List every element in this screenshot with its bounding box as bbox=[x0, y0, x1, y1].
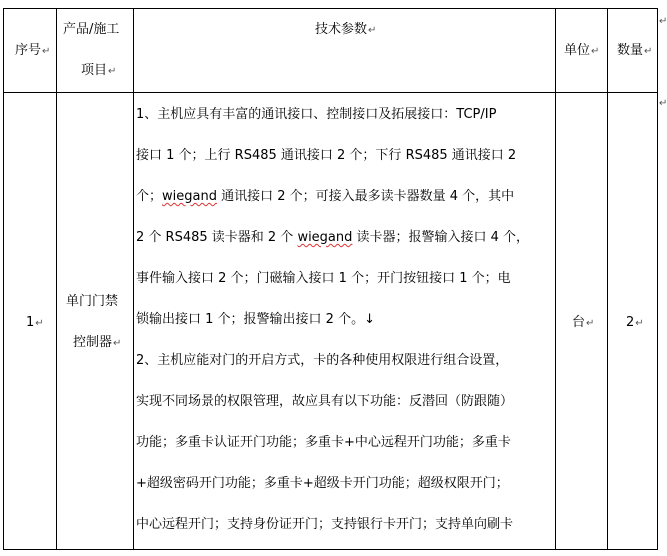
spec-line: 2 个 RS485 读卡器和 2 个 wiegand 读卡器；报警输入接口 4 个， bbox=[136, 230, 530, 245]
table-bottom-border bbox=[3, 549, 658, 550]
header-spec: 技术参数↵ bbox=[315, 22, 377, 37]
spec-line: 2、主机应能对门的开启方式，卡的各种使用权限进行组合设置， bbox=[136, 353, 509, 368]
spec-line: 事件输入接口 2 个；门磁输入接口 1 个；开门按钮接口 1 个；电 bbox=[136, 271, 511, 286]
spec-line: 接口 1 个；上行 RS485 通讯接口 2 个；下行 RS485 通讯接口 2 bbox=[136, 148, 517, 163]
header-product-line1: 产品/施工 bbox=[63, 22, 120, 37]
header-unit: 单位↵ bbox=[564, 43, 600, 58]
row-index: 1↵ bbox=[26, 315, 44, 330]
header-product-line2: 项目↵ bbox=[81, 63, 117, 78]
spec-line: 锁输出接口 1 个；报警输出接口 2 个。↓ bbox=[136, 312, 375, 327]
spec-line: 实现不同场景的权限管理，故应具有以下功能：反潜回（防跟随） bbox=[136, 394, 514, 409]
spec-line: +超级密码开门功能；多重卡+超级卡开门功能；超级权限开门； bbox=[136, 476, 509, 491]
row-end-mark: ↵ bbox=[659, 98, 667, 109]
spec-line: 功能；多重卡认证开门功能；多重卡+中心远程开门功能；多重卡 bbox=[136, 435, 511, 450]
spec-line: 1、主机应具有丰富的通讯接口、控制接口及拓展接口：TCP/IP bbox=[136, 107, 497, 122]
row-unit: 台↵ bbox=[572, 315, 595, 330]
col-divider-4 bbox=[607, 8, 608, 550]
row-product-line2: 控制器↵ bbox=[73, 335, 122, 350]
row-end-mark: ↵ bbox=[659, 16, 667, 27]
header-index: 序号↵ bbox=[15, 43, 51, 58]
row-qty: 2↵ bbox=[626, 315, 644, 330]
header-qty: 数量↵ bbox=[617, 43, 653, 58]
col-divider-3 bbox=[555, 8, 556, 550]
row-product-line1: 单门门禁 bbox=[66, 294, 119, 309]
spec-line: 个；wiegand 通讯接口 2 个；可接入最多读卡器数量 4 个，其中 bbox=[136, 189, 515, 204]
spec-line: 中心远程开门；支持身份证开门；支持银行卡开门；支持单向刷卡 bbox=[136, 517, 514, 532]
table-right-border bbox=[657, 8, 658, 550]
